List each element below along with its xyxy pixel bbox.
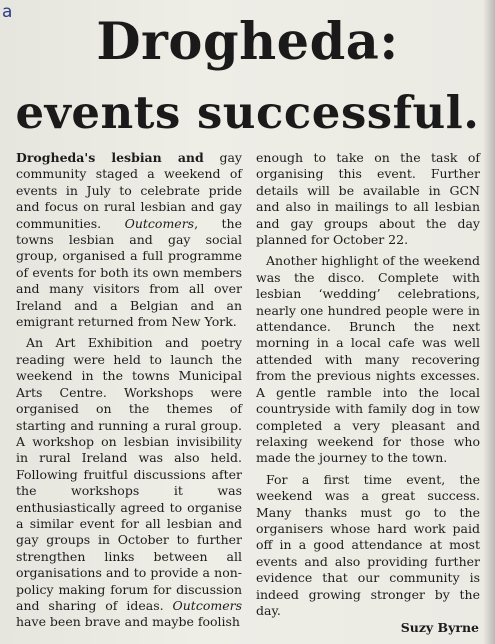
paragraph-5: For a first time event, the weekend was a great success. Many thanks must go to the organisers whose hard work paid off in a good attendance at most events and also providing further evidence that our community is indeed growing stronger by the day. [256,471,480,618]
lead-in: Drogheda's lesbian and [16,150,204,165]
paragraph-1-text: gay community staged a weekend of events in July to celebrate pride and focus on rural lesbian and gay communities. [16,150,242,231]
paragraph-4: Another highlight of the weekend was the disco. Complete with lesbian ‘wedding’ celebrations, nearly one hundred people were in attendance. Brunch the next morning in a local cafe was well attended with many recovering from the previous nights excesses. A gentle ramble into the local countryside with family dog in tow completed a very pleasant and relaxing weekend for those who made the journey to the town. [256,253,480,466]
paragraph-1-end: , the towns lesbian and gay social group, organised a full programme of events for both its own members and many visitors from all over Ireland and a Belgian and an emigrant returned from New York. [16,215,242,330]
headline-line-2: events successful. [15,86,480,139]
paragraph-2 [16,335,242,630]
paragraph-2-text: An Art Exhibition and poetry reading were held to launch the weekend in the towns Municipal Arts Centre. Workshops were organised on the themes of starting and running a rural group. A workshop on lesbian invisibility in rural Ireland was also held. Following fruitful discussions after the workshops it was enthusiastically agreed to organise a similar event for all lesbian and gay groups in October to further strengthen links between all organisations and to provide a non-policy making forum for discussion and sharing of ideas. [16,335,242,613]
paragraph-1 [16,150,242,330]
group-name-2: Outcomers [172,597,242,613]
article-column-right [256,150,480,624]
margin-annotation: a [2,2,13,22]
author-byline: Suzy Byrne [400,620,479,635]
article-column-left [16,150,242,636]
headline-line-1: Drogheda: [96,12,399,72]
group-name: Outcomers [124,215,195,231]
paragraph-3: enough to take on the task of organising this event. Further details will be available in GCN and also in mailings to all lesbian and gay groups about the day planned for October 22. [256,150,480,248]
page-edge-shadow [483,0,495,644]
paragraph-2-end: have been brave and maybe foolish [16,614,240,630]
